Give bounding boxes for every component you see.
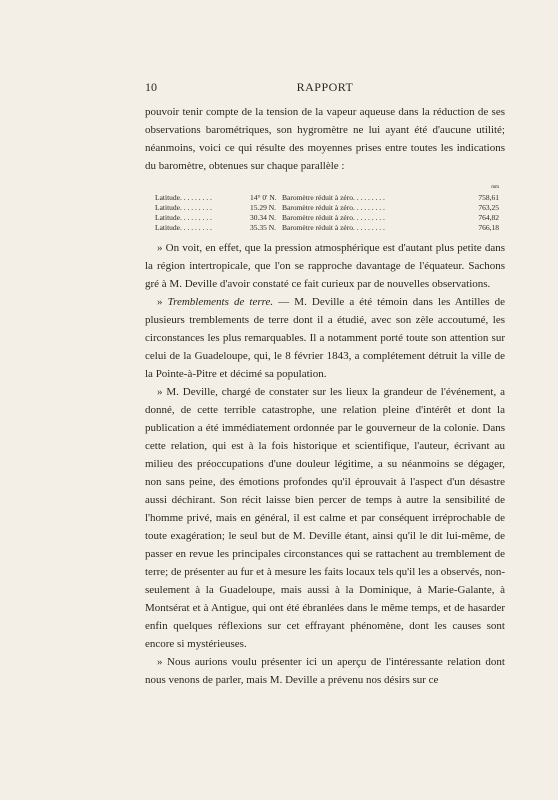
paragraph-text: — M. Deville a été témoin dans les Antilles de plusieurs tremblements de terre dont il a étudié, avec son zèle accoutumé, les circonstances les plus remarquables. Il a notamment porté toute son attention sur celui de la Guadeloupe, qui, le 8 février 1843, a complétement détruit la ville de la Pointe-à-Pitre et décimé sa population. xyxy=(145,296,506,380)
row-latitude: 15.29 N. xyxy=(250,203,277,212)
barometer-table xyxy=(155,183,499,233)
table-row xyxy=(155,203,499,213)
paragraph-relation: » M. Deville, chargé de constater sur les lieux la grandeur de l'événement, a donné, de cette terrible catastrophe, une relation pleine d'intérêt et dont la publication a été immédiatement ordonnée par le gouverneur de la colonie. Dans cette relation, qui est à la fois historique et scientifique, l'auteur, écrivant au milieu des préoccupations d'une douleur légitime, a su néanmoins se dégager, non sans peine, des émotions profondes qu'il éprouvait à l'aspect d'un désastre aussi déchirant. Son récit laisse bien percer de temps à autre la sensibilité de l'homme privé, mais en général, il est calme et par conséquent irréprochable de toute exagération; le seul but de M. Deville étant, ainsi qu'il le dit lui-même, de passer en revue les principales circonstances qui se rattachent au tremblement de terre; de présenter au fur et à mesure les faits locaux tels qu'il les a observés, non-seulement à la Guadeloupe, mais aussi à la Dominique, à Marie-Galante, à Montsérat et à Antigue, qui ont été ébranlées dans le même temps, et de hasarder enfin quelques réflexions sur cet effrayant phénomène, dont les causes sont encore si mystérieuses. xyxy=(145,386,505,650)
row-label: Latitude. . . . . . . . . xyxy=(155,223,212,232)
row-label: Latitude. . . . . . . . . xyxy=(155,193,212,202)
section-heading-italic: Tremblements de terre. xyxy=(167,296,274,308)
paragraph-earthquakes xyxy=(145,293,505,383)
table-row xyxy=(155,213,499,223)
row-value: 764,82 xyxy=(478,213,499,222)
row-latitude: 14° 0' N. xyxy=(250,193,277,202)
quote-mark: » xyxy=(157,296,168,308)
row-value: 758,61 xyxy=(478,193,499,202)
paragraph-continued: pouvoir tenir compte de la tension de la vapeur aqueuse dans la réduction de ses observations barométriques, son hygromètre ne lui ayant été d'aucune utilité; néanmoins, voici ce qui résulte des moyennes prises entre toutes les indications du baromètre, obtenues sur chaque parallèle : xyxy=(145,106,505,172)
running-title: RAPPORT xyxy=(296,80,354,94)
row-description: Baromètre réduit à zéro. . . . . . . . . xyxy=(282,213,385,222)
row-description: Baromètre réduit à zéro. . . . . . . . . xyxy=(282,223,385,232)
row-value: 766,18 xyxy=(478,223,499,232)
text-body xyxy=(145,103,505,689)
row-value: 763,25 xyxy=(478,203,499,212)
row-latitude: 30.34 N. xyxy=(250,213,277,222)
row-latitude: 35.35 N. xyxy=(250,223,277,232)
row-description: Baromètre réduit à zéro. . . . . . . . . xyxy=(282,193,385,202)
paragraph-closing: » Nous aurions voulu présenter ici un aperçu de l'intéressante relation dont nous venons de parler, mais M. Deville a prévenu nos désirs sur ce xyxy=(145,656,505,686)
table-row xyxy=(155,223,499,233)
unit-label: mm xyxy=(491,185,499,190)
row-label: Latitude. . . . . . . . . xyxy=(155,203,212,212)
row-label: Latitude. . . . . . . . . xyxy=(155,213,212,222)
row-description: Baromètre réduit à zéro. . . . . . . . . xyxy=(282,203,385,212)
page-number: 10 xyxy=(145,80,157,94)
page-header xyxy=(145,80,505,96)
table-unit-row xyxy=(155,183,499,193)
table-row xyxy=(155,193,499,203)
paragraph-pressure: » On voit, en effet, que la pression atmosphérique est d'autant plus petite dans la région intertropicale, que l'on se rapproche davantage de l'équateur. Sachons gré à M. Deville d'avoir constaté ce fait curieux par de nouvelles observations. xyxy=(145,242,505,290)
